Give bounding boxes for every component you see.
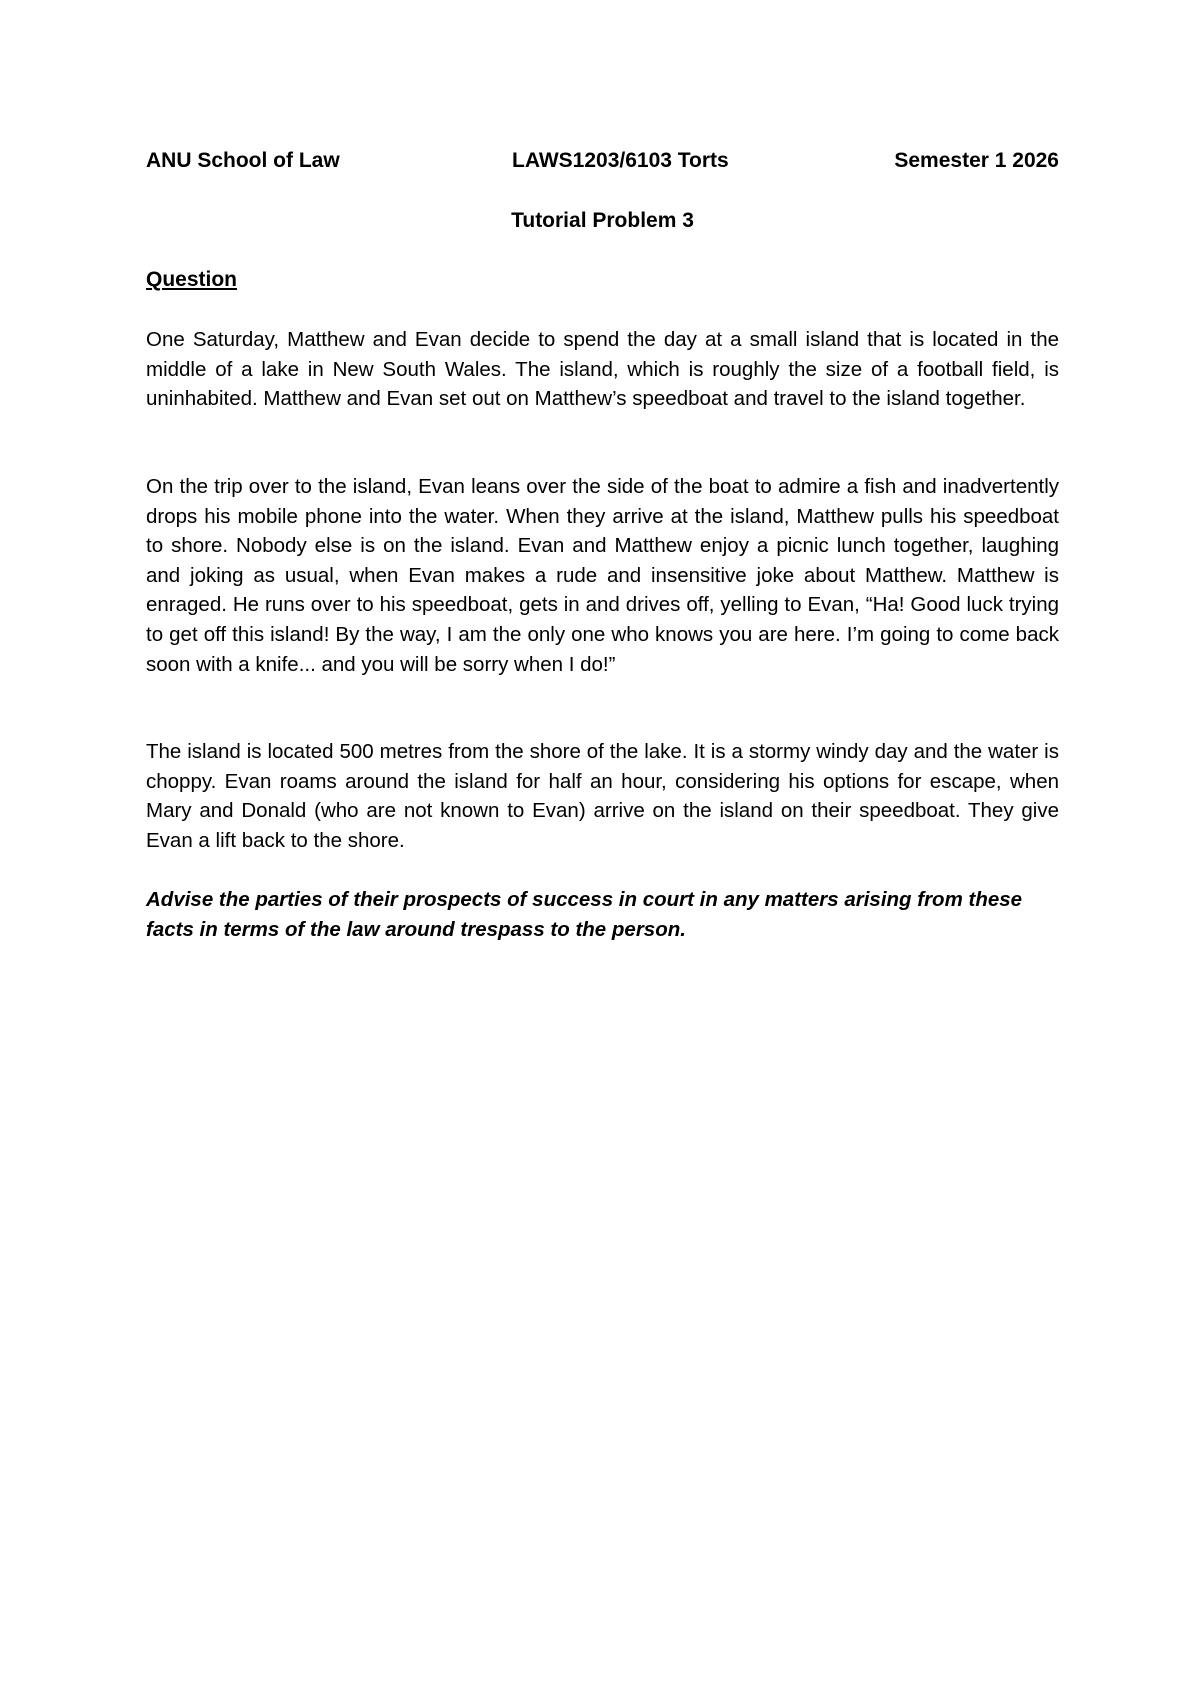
advice-instruction: Advise the parties of their prospects of success in court in any matters arising from these facts in terms of the law around trespass to the person.: [146, 888, 1023, 941]
paragraph-2: On the trip over to the island, Evan leans over the side of the boat to admire a fish and inadvertently drops his mobile phone into the water. When they arrive at the island, Matthew pulls his speedboat to shore. Nobody else is on the island. Evan and Matthew enjoy a picnic lunch together, laughing and joking as usual, when Evan makes a rude and insensitive joke about Matthew. Matthew is enraged. He runs over to his speedboat, gets in and drives off, yelling to Evan, “Ha! Good luck trying to get off this island! By the way, I am the only one who knows you are here. I’m going to come back soon with a knife... and you will be sorry when I do!”: [146, 475, 1059, 676]
semester-label: Semester 1 2026: [894, 149, 1059, 172]
document-header: [146, 146, 1059, 176]
document-title: Tutorial Problem 3: [511, 209, 694, 232]
course-code: LAWS1203/6103 Torts: [512, 149, 729, 172]
school-name: ANU School of Law: [146, 149, 340, 172]
paragraph-3: The island is located 500 metres from the shore of the lake. It is a stormy windy day and the water is choppy. Evan roams around the island for half an hour, considering his options for escape, when Mary and Donald (who are not known to Evan) arrive on the island on their speedboat. They give Evan a lift back to the shore.: [146, 740, 1059, 852]
question-heading: Question: [146, 268, 238, 291]
paragraph-1: One Saturday, Matthew and Evan decide to spend the day at a small island that is located in the middle of a lake in New South Wales. The island, which is roughly the size of a football field, is uninhabited. Matthew and Evan set out on Matthew’s speedboat and travel to the island together.: [146, 328, 1059, 411]
